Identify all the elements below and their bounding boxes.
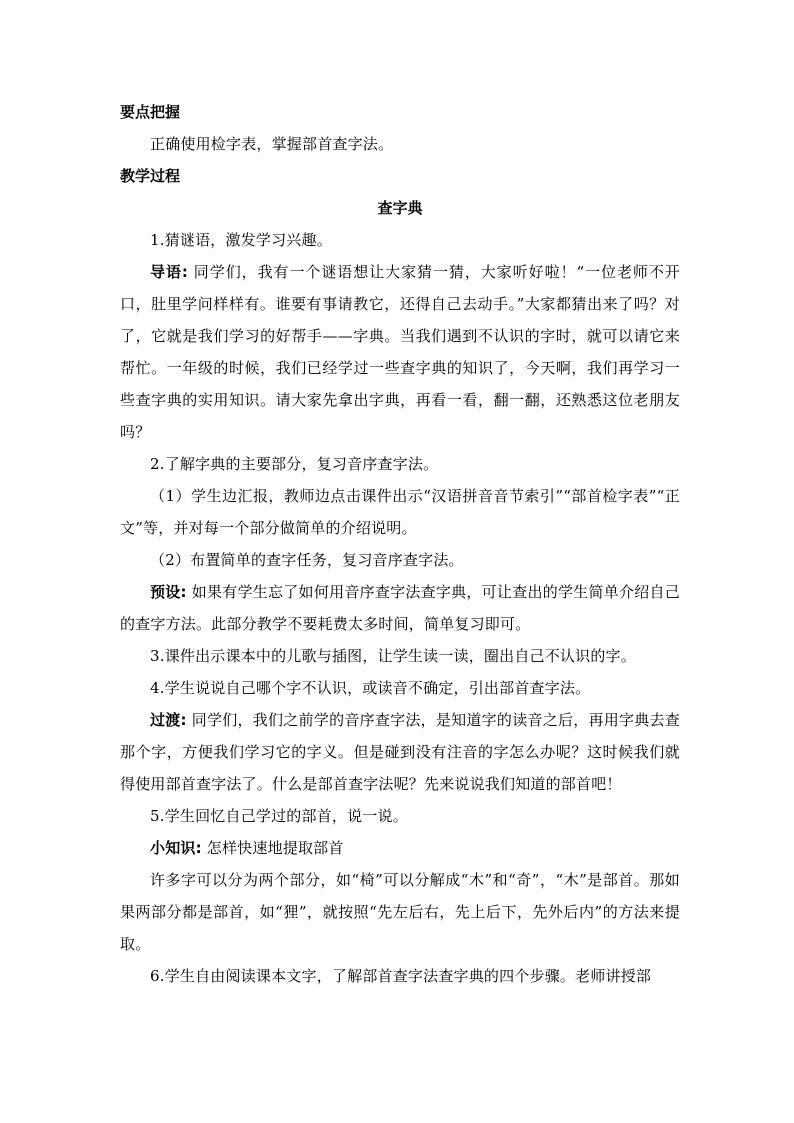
paragraph-text: 3.课件出示课本中的儿歌与插图，让学生读一读，圈出自己不认识的字。 (150, 647, 636, 665)
key-points-text: 正确使用检字表，掌握部首查字法。 (150, 135, 394, 153)
paragraph-1 (120, 224, 680, 256)
paragraph-text: 许多字可以分为两个部分，如“椅”可以分解成“木”和“奇”，“木”是部首。那如果两部分都是部首，如“狸”，就按照“先左后右，先上后下，先外后内”的方法来提取。 (120, 871, 680, 953)
paragraph-2 (120, 256, 680, 448)
paragraph-text: 怎样快速地提取部首 (201, 839, 344, 857)
paragraph-text: 如果有学生忘了如何用音序查字法查字典，可让查出的学生简单介绍自己的查字方法。此部分教学不要耗费太多时间，简单复习即可。 (120, 583, 680, 633)
paragraph-8 (120, 672, 680, 704)
paragraph-text: （1）学生边汇报，教师边点击课件出示“汉语拼音音节索引”“部首检字表”“正文”等，并对每一个部分做简单的介绍说明。 (120, 487, 680, 537)
paragraph-lead: 过渡: (150, 711, 187, 729)
paragraph-lead: 导语: (150, 263, 189, 281)
paragraph-5 (120, 544, 680, 576)
paragraph-text: 同学们，我们之前学的音序查字法，是知道字的读音之后，再用字典去查那个字，方便我们学习它的字义。但是碰到没有注音的字怎么办呢？这时候我们就得使用部首查字法了。什么是部首查字法呢？先来说说我们知道的部首吧！ (120, 711, 680, 793)
paragraph-text: 6.学生自由阅读课本文字，了解部首查字法查字典的四个步骤。老师讲授部 (150, 967, 652, 985)
paragraph-11 (120, 832, 680, 864)
document-body (120, 96, 680, 992)
paragraph-lead: 预设: (150, 583, 187, 601)
heading-teaching-process: 教学过程 (120, 167, 181, 185)
paragraph-text: 4.学生说说自己哪个字不认识，或读音不确定，引出部首查字法。 (150, 679, 591, 697)
paragraph-10 (120, 800, 680, 832)
paragraph-3 (120, 448, 680, 480)
paragraph-7 (120, 640, 680, 672)
paragraph-12 (120, 864, 680, 960)
paragraph-13 (120, 960, 680, 992)
heading-key-points: 要点把握 (120, 103, 181, 121)
paragraph-lead: 小知识: (150, 839, 202, 857)
paragraph-4 (120, 480, 680, 544)
paragraph-6 (120, 576, 680, 640)
paragraph-text: （2）布置简单的查字任务，复习音序查字法。 (150, 551, 464, 569)
paragraph-text: 5.学生回忆自己学过的部首，说一说。 (150, 807, 408, 825)
paragraph-text: 2.了解字典的主要部分，复习音序查字法。 (150, 455, 439, 473)
paragraph-text: 同学们，我有一个谜语想让大家猜一猜，大家听好啦！“一位老师不开口，肚里学问样样有。谁要有事请教它，还得自己去动手。”大家都猜出来了吗？对了，它就是我们学习的好帮手——字典。当我们遇到不认识的字时，就可以请它来帮忙。一年级的时候，我们已经学过一些查字典的知识了，今天啊，我们再学习一些查字典的实用知识。请大家先拿出字典，再看一看，翻一翻，还熟悉这位老朋友吗？ (120, 263, 680, 441)
paragraph-text: 1.猜谜语，激发学习兴趣。 (150, 231, 332, 249)
paragraph-9 (120, 704, 680, 800)
section-title: 查字典 (377, 199, 423, 217)
